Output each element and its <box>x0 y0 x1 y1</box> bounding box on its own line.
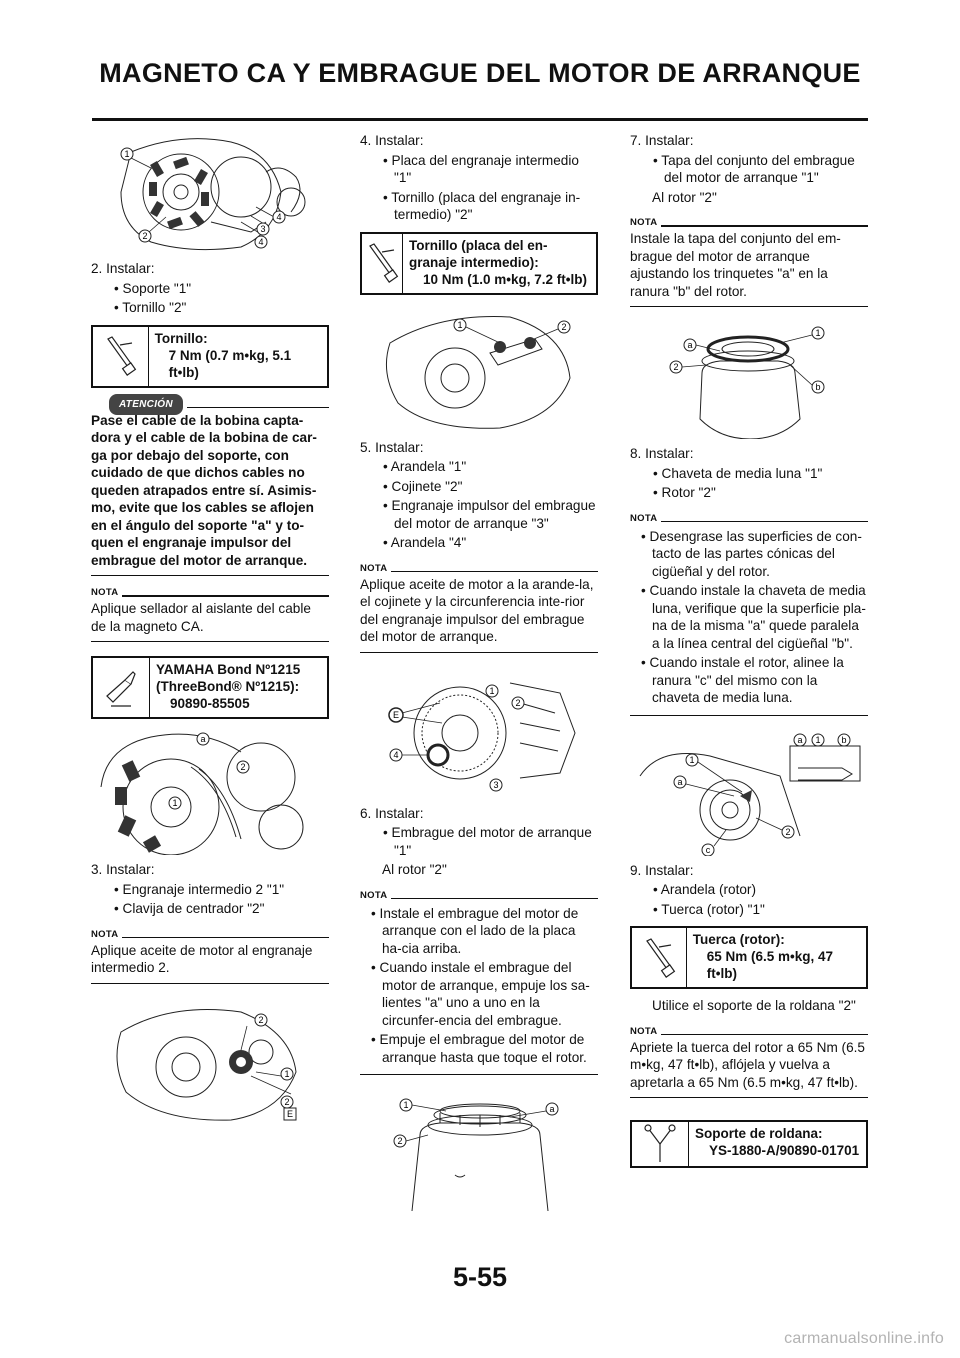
callout-1: 1 <box>284 1068 290 1079</box>
callout-1: 1 <box>457 319 463 330</box>
callout-a: a <box>549 1104 555 1114</box>
note-text: Aplique aceite de motor al engranaje intermedio 2. <box>91 942 329 984</box>
step-9-sub: Utilice el soporte de la roldana "2" <box>652 998 856 1013</box>
list-item: • Rotor "2" <box>653 485 716 500</box>
note-box <box>630 512 868 716</box>
note-text: Aplique aceite de motor a la arande-la, el cojinete y la circunferencia inte-rior del engranaje impulsor del embrague del motor de arranque. <box>360 576 598 653</box>
spec-title: Soporte de roldana: <box>695 1126 823 1141</box>
callout-2: 2 <box>673 362 679 372</box>
callout-1: 1 <box>172 798 178 808</box>
callout-1: 1 <box>124 149 130 159</box>
note-label: NOTA <box>91 928 119 940</box>
spec-title: YAMAHA Bond Nº1215 <box>156 662 301 677</box>
figure-clutch-cover <box>630 323 868 439</box>
page-title: MAGNETO CA Y EMBRAGUE DEL MOTOR DE ARRANQUE <box>99 58 861 88</box>
spec-value: 90890-85505 <box>170 696 250 711</box>
list-item: • Engranaje impulsor del embrague del motor de arranque "3" <box>383 498 596 531</box>
list-item: • Placa del engranaje intermedio "1" <box>383 152 579 185</box>
sealant-tube-icon <box>93 658 150 717</box>
callout-4: 3 <box>260 224 266 234</box>
oil-symbol-icon: E <box>392 709 400 720</box>
note-item: • Empuje el embrague del motor de arranque hasta que toque el rotor. <box>371 1032 587 1065</box>
note-label: NOTA <box>91 587 119 599</box>
step-7: 7. Instalar: <box>630 133 694 148</box>
spec-value: 10 Nm (1.0 m•kg, 7.2 ft•lb) <box>423 271 587 287</box>
column-left <box>91 132 329 1122</box>
list-item: • Tornillo "2" <box>114 300 187 315</box>
header-rule <box>92 118 868 121</box>
callout-1: 1 <box>815 734 821 745</box>
sheave-holder-icon <box>632 1122 689 1166</box>
step-2: 2. Instalar: <box>91 261 155 276</box>
callout-b: b <box>815 382 821 392</box>
spec-value: 65 Nm (6.5 m•kg, 47 ft•lb) <box>706 949 834 981</box>
list-item: • Tornillo (placa del engranaje in-termedio) "2" <box>383 189 581 222</box>
spec-box-torque <box>360 232 598 295</box>
list-item: • Tapa del conjunto del embrague del motor de arranque "1" <box>653 152 855 185</box>
wrench-icon <box>93 327 149 386</box>
watermark: carmanualsonline.info <box>784 1330 944 1347</box>
callout-a: a <box>797 734 803 745</box>
spec-value: YS-1880-A/90890-01701 <box>709 1143 860 1158</box>
figure-stator <box>91 132 329 254</box>
list-item: • Tuerca (rotor) "1" <box>653 901 765 917</box>
step-9: 9. Instalar: <box>630 862 694 878</box>
callout-2: 2 <box>240 762 246 772</box>
step-7-sub: Al rotor "2" <box>652 189 717 205</box>
figure-rotor-key <box>630 726 868 856</box>
figure-idle-gear <box>91 1002 329 1122</box>
callout-2: 2 <box>284 1096 290 1107</box>
list-item: • Arandela "4" <box>383 535 467 550</box>
warning-text: Pase el cable de la bobina capta-dora y el cable de la bobina de car-ga por debajo del soporte, con cuidado de que dichos cables no queden atrapados entre sí. Asimis-mo, evite que los cables se aflojen en el ángulo del soporte "a" y to-quen el engranaje impulsor del embrague del motor de arranque. <box>91 412 329 577</box>
note-item: • Cuando instale el rotor, alinee la ranura "c" del mismo con la chaveta de media luna. <box>641 655 844 705</box>
callout-2: 2 <box>561 321 567 332</box>
callout-2: 2 <box>142 231 148 241</box>
callout-2: 2 <box>785 826 791 837</box>
step-8: 8. Instalar: <box>630 446 694 461</box>
callout-2: 2 <box>397 1136 403 1146</box>
step-3: 3. Instalar: <box>91 862 155 877</box>
step-6: 6. Instalar: <box>360 805 424 821</box>
spec-title: Tornillo: <box>154 330 208 346</box>
step-5: 5. Instalar: <box>360 439 424 455</box>
callout-1: 1 <box>403 1100 409 1110</box>
callout-a: a <box>677 776 683 787</box>
wrench-icon <box>362 234 403 293</box>
callout-a: a <box>687 340 693 350</box>
list-item: • Soporte "1" <box>114 280 192 296</box>
list-item: • Clavija de centrador "2" <box>114 901 265 916</box>
note-item: • Instale el embrague del motor de arranque con el lado de la placa ha-cia arriba. <box>371 905 579 956</box>
list-item: • Cojinete "2" <box>383 478 463 494</box>
spec-box-torque <box>630 926 868 989</box>
callout-2: 2 <box>258 1014 264 1025</box>
callout-3: 4 <box>258 237 264 247</box>
note-item: • Cuando instale la chaveta de media luna, verifique que la superficie pla-na de la misma "a" quede paralela a la línea central del cigüeñal "b". <box>641 583 866 651</box>
list-item: • Embrague del motor de arranque "1" <box>383 825 592 858</box>
note-box <box>360 562 598 653</box>
note-label: NOTA <box>360 889 388 901</box>
list-item: • Engranaje intermedio 2 "1" <box>114 881 285 897</box>
list-item: • Arandela "1" <box>383 459 467 474</box>
column-right <box>630 132 868 1176</box>
figure-wire-holder <box>91 727 329 855</box>
warning-box <box>91 398 329 577</box>
note-text: Aplique sellador al aislante del cable de la magneto CA. <box>91 600 329 642</box>
note-box <box>630 216 868 307</box>
note-label: NOTA <box>630 512 658 524</box>
figure-starter-clutch <box>360 1095 598 1211</box>
callout-4: 4 <box>393 749 399 760</box>
spec-title-2: (ThreeBond® Nº1215): <box>156 679 300 694</box>
list-item: • Chaveta de media luna "1" <box>653 465 823 481</box>
spec-box-torque <box>91 325 329 388</box>
note-text: Apriete la tuerca del rotor a 65 Nm (6.5 m•kg, 47 ft•lb), aflójela y vuelva a apretarla a 65 Nm (6.5 m•kg, 47 ft•lb). <box>630 1039 868 1099</box>
list-item: • Arandela (rotor) <box>653 882 756 897</box>
column-middle <box>360 132 598 1211</box>
step-4: 4. Instalar: <box>360 133 424 148</box>
note-label: NOTA <box>630 1025 658 1037</box>
figure-drive-gear <box>360 663 598 799</box>
warning-label: ATENCIÓN <box>109 394 183 416</box>
spec-title: Tornillo (placa del en-granaje intermedio): <box>409 237 548 270</box>
note-item: • Cuando instale el embrague del motor de arranque, empuje los sa-lientes "a" uno a uno en la circunfer-encia del embrague. <box>371 960 590 1028</box>
note-box <box>360 889 598 1076</box>
page-number: 5-55 <box>452 1262 508 1292</box>
callout-a: a <box>200 734 206 744</box>
callout-3: 3 <box>493 779 499 790</box>
callout-b: b <box>841 734 847 745</box>
note-item: • Desengrase las superficies de con-tacto de las partes cónicas del cigüeñal y del rotor. <box>641 528 862 579</box>
note-box <box>91 928 329 984</box>
callout-2: 2 <box>515 697 521 708</box>
spec-value: 7 Nm (0.7 m•kg, 5.1 ft•lb) <box>168 347 292 380</box>
callout-1: 1 <box>689 754 695 765</box>
step-6-sub: Al rotor "2" <box>382 862 447 877</box>
note-label: NOTA <box>360 562 388 574</box>
callout-1: 1 <box>489 685 495 696</box>
wrench-icon <box>632 928 687 987</box>
spec-box-sealant <box>91 656 329 719</box>
spec-title: Tuerca (rotor): <box>692 932 785 947</box>
note-box <box>630 1025 868 1099</box>
note-box <box>91 586 329 642</box>
callout-5: 4 <box>276 212 282 222</box>
oil-symbol-icon: E <box>286 1108 294 1119</box>
note-text: Instale la tapa del conjunto del em-brague del motor de arranque ajustando los trinquetes "a" en la ranura "b" del rotor. <box>630 230 868 307</box>
figure-idle-gear-plate <box>360 303 598 433</box>
spec-box-tool <box>630 1120 868 1168</box>
callout-c: c <box>705 844 711 855</box>
callout-1: 1 <box>815 328 821 338</box>
note-label: NOTA <box>630 217 658 229</box>
